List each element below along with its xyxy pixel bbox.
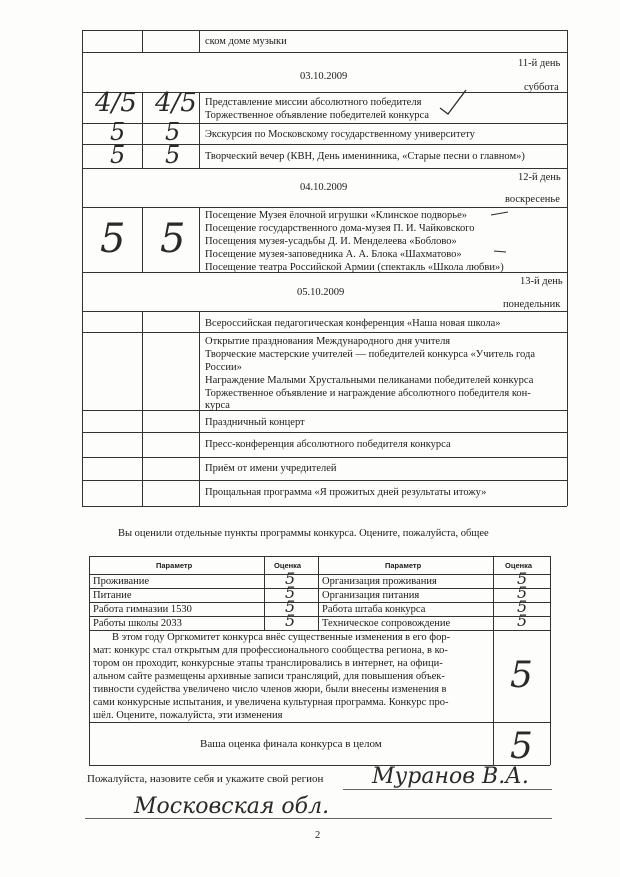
program-item: ском доме музыки [205, 36, 287, 47]
param-label: Питание [93, 590, 132, 601]
param-label: Работа штаба конкурса [322, 604, 426, 615]
day-date: 03.10.2009 [300, 71, 348, 82]
handwritten-score: 4/5 [95, 88, 137, 118]
program-item: Пресс-конференция абсолютного победителя конкурса [205, 439, 451, 450]
changes-text: тивности судейства увеличено число членов жюри, были внесены изменения в [93, 684, 447, 695]
handwritten-score: 5 [160, 216, 186, 262]
program-item: курса [205, 400, 230, 411]
dash-marks-icon [488, 209, 548, 259]
program-item: Экскурсия по Московскому государственному университету [205, 129, 475, 140]
handwritten-region: Московская обл. [134, 794, 330, 819]
handwritten-score: 5 [110, 118, 126, 146]
changes-text: альном сайте размещены архивные записи трансляций, для повышения объек- [93, 671, 445, 682]
signature-prompt: Пожалуйста, назовите себя и укажите свой регион [87, 773, 324, 785]
handwritten-score: 5 [517, 597, 528, 616]
handwritten-score: 5 [285, 597, 296, 616]
program-item: Открытие празднования Международного дня учителя [205, 336, 451, 347]
check-mark-icon [438, 88, 468, 118]
column-header: Параметр [156, 561, 193, 570]
day-weekday: суббота [524, 82, 559, 93]
day-label: 13-й день [520, 276, 563, 287]
program-item: Прощальная программа «Я прожитых дней результаты итожу» [205, 487, 487, 498]
program-item: России» [205, 362, 242, 373]
program-item: Посещение государственного дома-музея П. И. Чайковского [205, 223, 475, 234]
program-item: Посещение музея-заповедника А. А. Блока «Шахматово» [205, 249, 462, 260]
handwritten-score: 5 [517, 583, 528, 602]
column-header: Оценка [505, 561, 533, 570]
handwritten-score: 5 [165, 141, 181, 169]
column-header: Оценка [274, 561, 302, 570]
program-item: Посещение Музея ёлочной игрушки «Клинское подворье» [205, 210, 468, 221]
day-date: 05.10.2009 [297, 287, 345, 298]
param-label: Проживание [93, 576, 150, 587]
program-item: Торжественное объявление победителей конкурса [205, 110, 429, 121]
program-item: Торжественное объявление и награждение абсолютного победителя кон- [205, 388, 531, 399]
day-weekday: воскресенье [505, 194, 560, 205]
program-item: Представление миссии абсолютного победителя [205, 97, 422, 108]
handwritten-score: 5 [285, 583, 296, 602]
handwritten-score: 5 [285, 569, 296, 588]
handwritten-score: 5 [517, 569, 528, 588]
changes-text: мат: конкурс стал открытым для профессионального сообщества региона, в ко- [93, 645, 448, 656]
param-label: Работа гимназии 1530 [93, 604, 192, 615]
handwritten-score: 5 [510, 726, 533, 767]
handwritten-score: 4/5 [155, 88, 197, 118]
day-date: 04.10.2009 [300, 182, 348, 193]
program-item: Праздничный концерт [205, 417, 305, 428]
handwritten-score: 5 [165, 118, 181, 146]
handwritten-name: Муранов В.А. [372, 764, 529, 789]
param-label: Организация проживания [322, 576, 437, 587]
page-number: 2 [315, 830, 321, 841]
column-header: Параметр [385, 561, 422, 570]
handwritten-score: 5 [510, 655, 533, 696]
handwritten-score: 5 [110, 141, 126, 169]
day-weekday: понедельник [503, 299, 561, 310]
handwritten-score: 5 [517, 611, 528, 630]
handwritten-score: 5 [100, 216, 126, 262]
program-item: Посещения музея-усадьбы Д. И. Менделеева «Боблово» [205, 236, 457, 247]
program-item: Творческие мастерские учителей — победителей конкурса «Учитель года [205, 349, 536, 360]
handwritten-score: 5 [285, 611, 296, 630]
changes-text: сами конкурсные испытания, и увеличена культурная программа. Конкурс про- [93, 697, 449, 708]
program-item: Всероссийская педагогическая конференция «Наша новая школа» [205, 318, 501, 329]
changes-text: В этом году Оргкомитет конкурса внёс существенные изменения в его фор- [112, 632, 451, 643]
intro-text: Вы оценили отдельные пункты программы конкурса. Оцените, пожалуйста, общее [118, 528, 489, 539]
param-label: Техническое сопровождение [322, 618, 451, 629]
changes-text: тором он проходит, конкурсные этапы транслировались в интернет, на офици- [93, 658, 443, 669]
program-item: Творческий вечер (КВН, День именинника, «Старые песни о главном») [205, 151, 525, 162]
program-item: Награждение Малыми Хрустальными пеликанами победителей конкурса [205, 375, 534, 386]
param-label: Работы школы 2033 [93, 618, 182, 629]
final-label: Ваша оценка финала конкурса в целом [200, 738, 382, 750]
program-item: Приём от имени учредителей [205, 463, 337, 474]
param-label: Организация питания [322, 590, 420, 601]
day-label: 11-й день [518, 58, 561, 69]
day-label: 12-й день [518, 172, 561, 183]
program-item: Посещение театра Российской Армии (спектакль «Школа любви») [205, 262, 504, 273]
changes-text: шёл. Оцените, пожалуйста, эти изменения [93, 710, 283, 721]
